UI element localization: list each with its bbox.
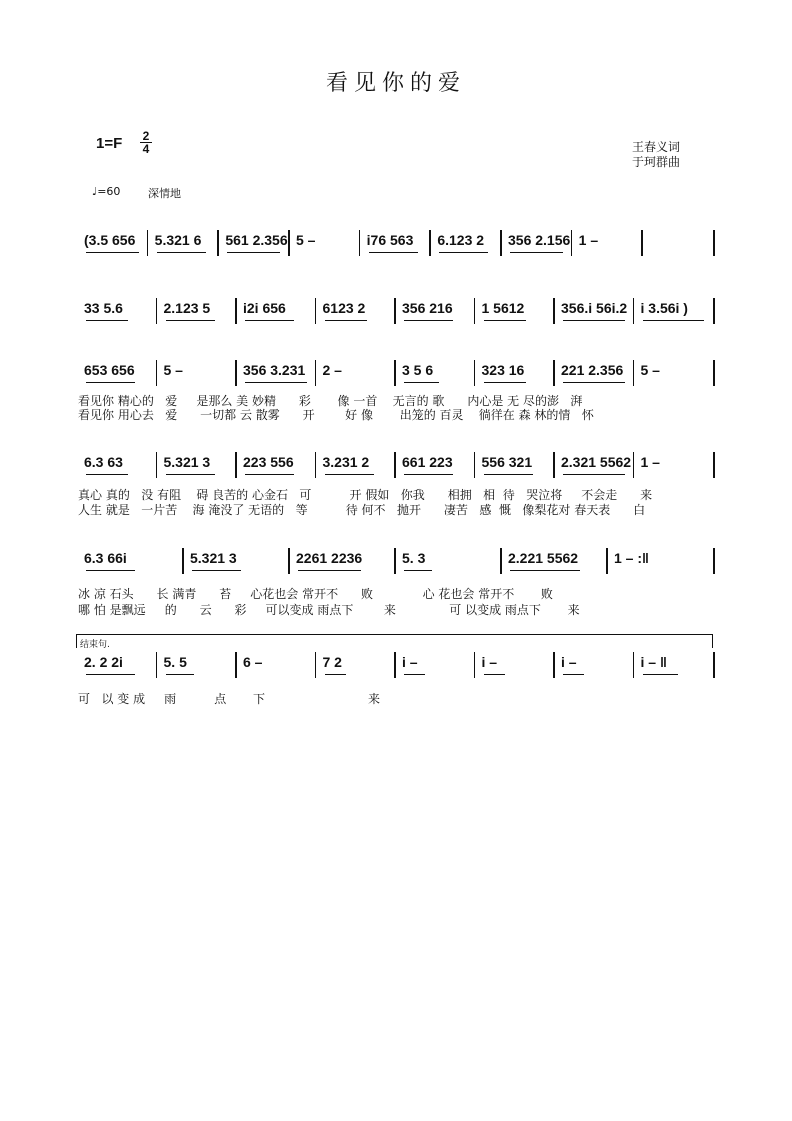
notation-line [78,230,718,266]
lyric-line: 可 以 变 成 雨 点 下 来 [78,692,380,706]
lyric-line: 看见你 用心去 爱 一切都 云 散雾 开 好 像 出笼的 百灵 徜徉在 森 林的情 怀 [78,408,594,422]
barline [394,548,396,574]
measure: 2.123 5 [163,300,211,316]
barline [288,548,290,574]
beam-line [245,474,294,475]
barline [553,298,555,324]
measure: i 3.56i ) [640,300,688,316]
measure: 7 2 [322,654,342,670]
lyricist-credit: 王春义词 [632,140,681,154]
final-barline [713,548,715,574]
barline [500,230,502,256]
beam-line [227,252,280,253]
barline [633,452,635,478]
measure: 5 – [640,362,660,378]
measure: 6123 2 [322,300,366,316]
measure: 6 – [243,654,263,670]
barline [156,360,158,386]
beam-line [86,382,135,383]
beam-line [484,382,526,383]
measure: 6.3 63 [84,454,123,470]
measure: 1 – [578,232,599,248]
notation-line [78,452,718,488]
barline [315,452,317,478]
beam-line [166,674,194,675]
ending-label: 结束句. [80,640,110,650]
beam-line [404,382,439,383]
barline [156,452,158,478]
measure: 2 – [322,362,342,378]
barline [429,230,431,256]
ending-bracket-right [712,634,713,648]
beam-line [563,674,584,675]
barline [394,452,396,478]
time-signature [139,130,153,155]
barline [394,298,396,324]
beam-line [369,252,418,253]
barline [156,298,158,324]
measure: i2i 656 [243,300,286,316]
beam-line [643,674,678,675]
measure: 5.321 3 [190,550,237,566]
beam-line [166,474,215,475]
time-bottom: 4 [142,142,150,156]
barline [147,230,149,256]
barline [500,548,502,574]
barline [553,360,555,386]
expression-mark: 深情地 [148,187,181,200]
beam-line [484,320,526,321]
barline [633,298,635,324]
measure: 6.3 66i [84,550,127,566]
measure: i – [481,654,498,670]
measure: 5.321 3 [163,454,211,470]
final-barline [713,298,715,324]
beam-line [325,674,346,675]
beam-line [563,474,625,475]
measure: 5 – [296,232,316,248]
measure: 356 3.231 [243,362,306,378]
composer-credit: 于珂群曲 [632,155,681,169]
measure: 5. 3 [402,550,426,566]
measure: 2261 2236 [296,550,363,566]
measure: 3 5 6 [402,362,434,378]
barline [474,452,476,478]
barline [315,298,317,324]
beam-line [86,674,135,675]
measure: i – [561,654,577,670]
lyric-line: 冰 凉 石头 长 满青 苔 心花也会 常开不 败 心 花也会 常开不 败 [78,587,553,601]
measure: 1 5612 [481,300,525,316]
measure: 6.123 2 [437,232,485,248]
barline [315,652,317,678]
final-barline [713,230,715,256]
measure: 2.321 5562 [561,454,632,470]
beam-line [86,474,128,475]
beam-line [157,252,206,253]
tempo-mark: ♩=60 [92,185,121,198]
measure: i76 563 [366,232,414,248]
barline [235,298,237,324]
measure: 1 – [640,454,660,470]
ending-bracket-left [76,634,77,648]
beam-line [192,570,241,571]
measure: i – ‖ [640,654,667,670]
barline [235,452,237,478]
beam-line [563,382,625,383]
beam-line [166,320,215,321]
final-barline [713,360,715,386]
barline [553,452,555,478]
beam-line [484,474,533,475]
beam-line [563,320,625,321]
beam-line [404,474,453,475]
lyric-line: 哪 怕 是飘远 的 云 彩 可以变成 雨点下 来 可 以变成 雨点下 来 [78,603,580,617]
notation-line [78,360,718,396]
lyric-line: 真心 真的 没 有阻 碍 良苦的 心金石 可 开 假如 你我 相拥 相 待 哭泣将 不会走 来 [78,488,653,502]
barline [474,652,476,678]
barline [606,548,608,574]
barline [474,360,476,386]
barline [633,360,635,386]
barline [571,230,573,256]
beam-line [510,570,580,571]
final-barline [713,452,715,478]
barline [394,652,396,678]
measure: 3.231 2 [322,454,370,470]
beam-line [510,252,563,253]
beam-line [86,570,135,571]
measure: 323 16 [481,362,525,378]
measure: 5. 5 [163,654,187,670]
measure: 1 – :‖ [614,550,649,566]
final-barline [713,652,715,678]
song-title: 看见你的爱 [325,71,466,96]
barline [315,360,317,386]
measure: 33 5.6 [84,300,123,316]
beam-line [643,320,705,321]
beam-line [325,474,374,475]
beam-line [404,320,453,321]
measure: 221 2.356 [561,362,624,378]
barline [633,652,635,678]
barline [474,298,476,324]
barline [394,360,396,386]
beam-line [404,674,425,675]
notation-line [78,652,718,688]
measure: (3.5 656 [84,232,136,248]
key-signature: 1=F [96,135,123,152]
measure: 356 216 [402,300,453,316]
beam-line [325,320,367,321]
notation-line [78,298,718,334]
measure: 356 2.156 [508,232,571,248]
lyric-line: 人生 就是 一片苦 海 淹没了 无语的 等 待 何不 抛开 凄苦 感 慨 像梨花对 春天表 白 [78,503,646,517]
barline [217,230,219,256]
barline [235,360,237,386]
time-top: 2 [142,129,150,143]
ending-bracket [76,634,712,635]
measure: 653 656 [84,362,135,378]
barline [288,230,290,256]
beam-line [245,320,294,321]
lyric-line: 看见你 精心的 爱 是那么 美 妙精 彩 像 一首 无言的 歌 内心是 无 尽的澎 湃 [78,394,583,408]
notation-line [78,548,718,584]
barline [641,230,643,256]
barline [553,652,555,678]
measure: 2. 2 2i [84,654,123,670]
measure: 2.221 5562 [508,550,579,566]
measure: 5 – [163,362,183,378]
measure: 356.i 56i.2 [561,300,628,316]
measure: 5.321 6 [154,232,202,248]
measure: 561 2.356 [225,232,288,248]
beam-line [86,320,128,321]
measure: 223 556 [243,454,294,470]
beam-line [439,252,488,253]
beam-line [404,570,432,571]
barline [156,652,158,678]
measure: 661 223 [402,454,453,470]
barline [235,652,237,678]
measure: 556 321 [481,454,533,470]
barline [359,230,361,256]
beam-line [86,252,139,253]
beam-line [484,674,505,675]
beam-line [298,570,361,571]
barline [182,548,184,574]
measure: i – [402,654,418,670]
beam-line [245,382,307,383]
